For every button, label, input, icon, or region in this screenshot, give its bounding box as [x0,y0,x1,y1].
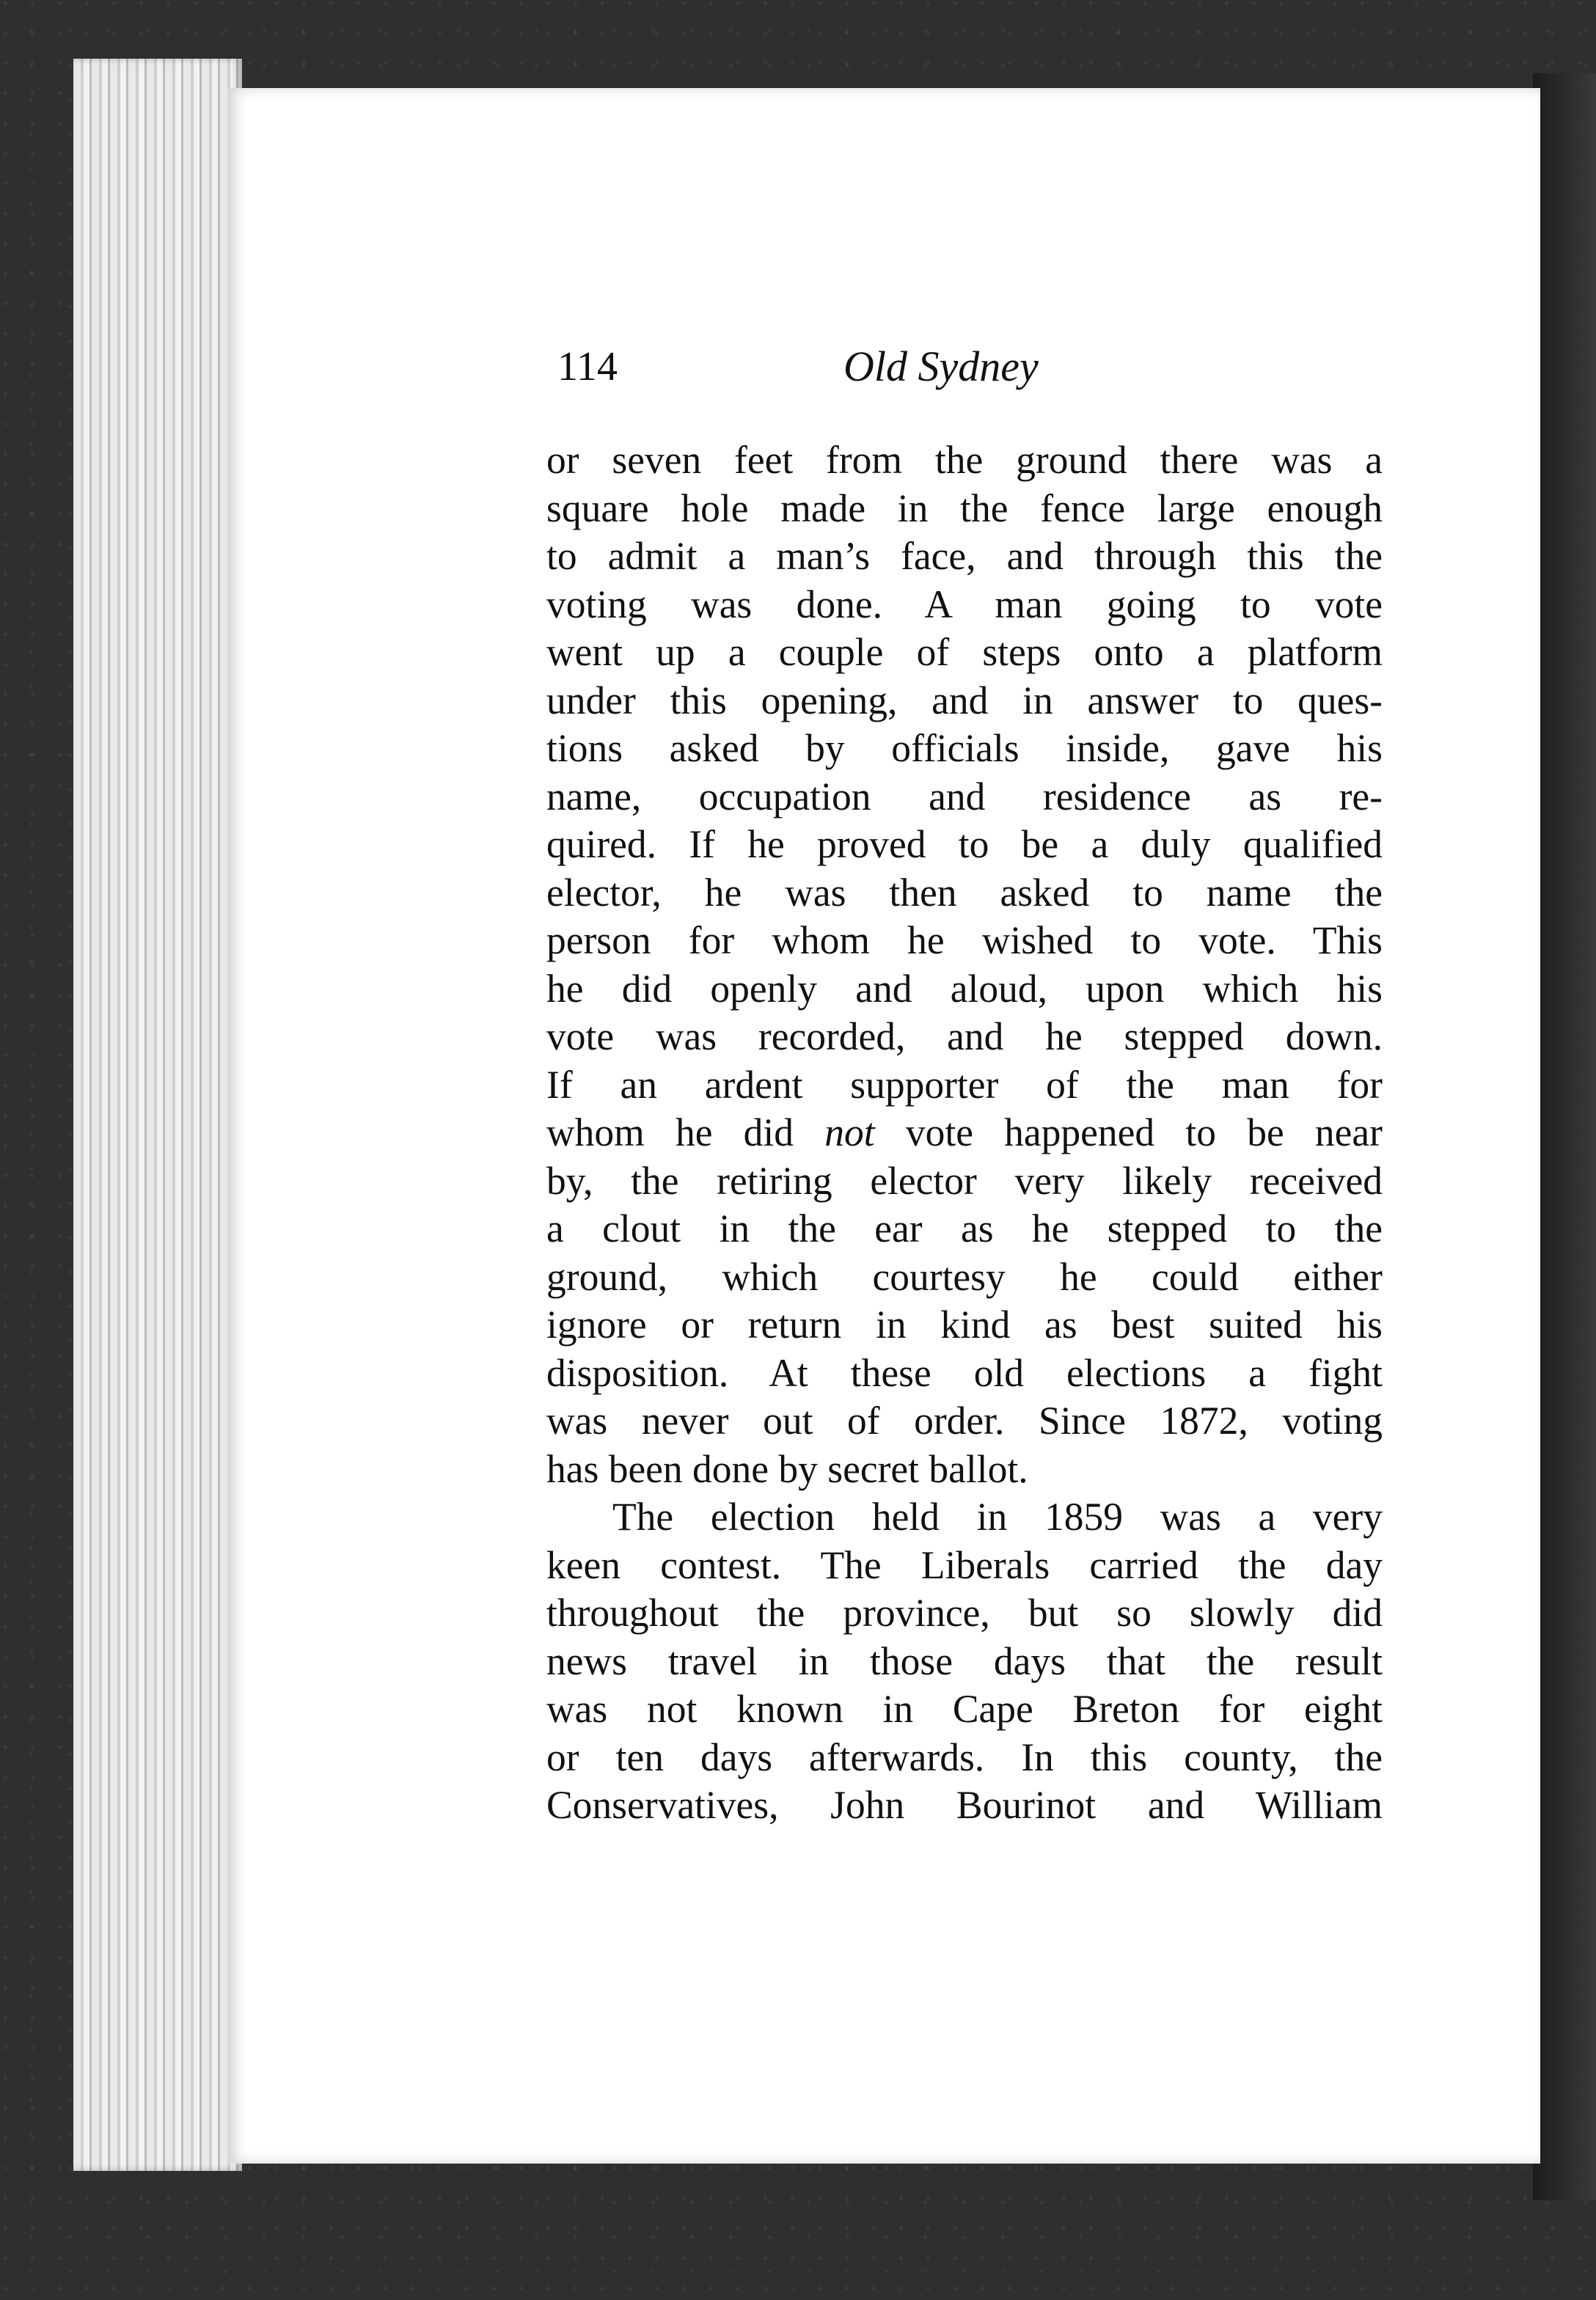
text-line: keen contest. The Liberals carried the day [546,1542,1383,1587]
text-line: voting was done. A man going to vote [546,582,1383,626]
text-line: tions asked by officials inside, gave his [546,726,1383,770]
text-line: The election held in 1859 was a very [612,1495,1383,1539]
text-line: or seven feet from the ground there was a [546,438,1383,482]
text-line: by, the retiring elector very likely received [546,1158,1383,1203]
text-line: or ten days afterwards. In this county, the [546,1735,1383,1779]
book-page-edges [73,59,242,2171]
text-line-with-italic [546,1109,1383,1157]
text-line: he did openly and aloud, upon which his [546,966,1383,1011]
text-line: to admit a man’s face, and through this the [546,534,1383,578]
text-line: quired. If he proved to be a duly qualified [546,822,1383,866]
italic-word: not [824,1110,875,1154]
text-line: elector, he was then asked to name the [546,870,1383,915]
text-line: ground, which courtesy he could either [546,1254,1383,1299]
text-line: If an ardent supporter of the man for [546,1062,1383,1107]
text-line: a clout in the ear as he stepped to the [546,1206,1383,1250]
text-segment: vote happened to be near [905,1110,1383,1154]
text-line: disposition. At these old elections a fight [546,1350,1383,1395]
text-line: was never out of order. Since 1872, voting [546,1399,1383,1443]
text-line: has been done by secret ballot. [546,1446,1028,1491]
text-line: vote was recorded, and he stepped down. [546,1014,1383,1058]
running-head [557,334,1401,400]
text-line: Conservatives, John Bourinot and William [546,1783,1383,1827]
text-line: ignore or return in kind as best suited his [546,1303,1383,1347]
text-segment: whom he did [546,1110,794,1154]
body-text [546,436,1383,1830]
text-line: news travel in those days that the result [546,1638,1383,1683]
book-title: Old Sydney [843,343,1039,390]
text-line: under this opening, and in answer to ques- [546,678,1383,722]
text-line: square hole made in the fence large enough [546,486,1383,530]
text-line: throughout the province, but so slowly did [546,1591,1383,1635]
page-number: 114 [557,344,618,389]
text-line: went up a couple of steps onto a platform [546,630,1383,674]
text-line: person for whom he wished to vote. This [546,918,1383,962]
text-line: was not known in Cape Breton for eight [546,1687,1383,1731]
book-spine-shadow [1533,73,1596,2200]
text-line: name, occupation and residence as re- [546,774,1383,818]
